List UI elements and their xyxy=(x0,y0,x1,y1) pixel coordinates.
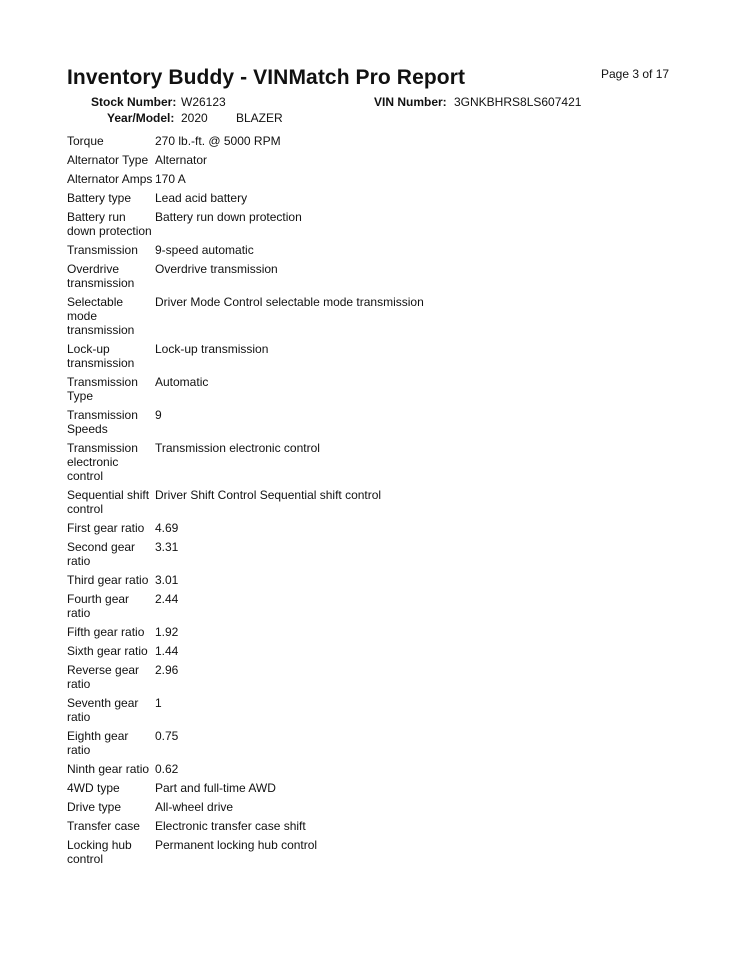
spec-row xyxy=(67,293,627,340)
spec-value: Transmission electronic control xyxy=(155,441,320,455)
spec-row xyxy=(67,486,627,519)
spec-label: Transmission electronic control xyxy=(67,441,138,483)
spec-label: Ninth gear ratio xyxy=(67,762,150,776)
spec-row xyxy=(67,817,627,836)
spec-row xyxy=(67,760,627,779)
spec-value: 2.96 xyxy=(155,663,179,677)
spec-label: First gear ratio xyxy=(67,521,145,535)
spec-value: 9 xyxy=(155,408,162,422)
spec-value: Lead acid battery xyxy=(155,191,248,205)
spec-row xyxy=(67,623,627,642)
spec-list xyxy=(67,132,627,869)
spec-label: Reverse gear ratio xyxy=(67,663,140,691)
spec-value: Permanent locking hub control xyxy=(155,838,318,852)
spec-label: Sequential shift control xyxy=(67,488,150,516)
vin-number-label: VIN Number: xyxy=(374,95,447,109)
spec-value: 270 lb.-ft. @ 5000 RPM xyxy=(155,134,281,148)
spec-row xyxy=(67,132,627,151)
spec-label: Sixth gear ratio xyxy=(67,644,148,658)
spec-value: Overdrive transmission xyxy=(155,262,278,276)
spec-row xyxy=(67,189,627,208)
spec-label: Alternator Type xyxy=(67,153,149,167)
spec-value: 1.92 xyxy=(155,625,179,639)
spec-value: 0.62 xyxy=(155,762,179,776)
spec-value: All-wheel drive xyxy=(155,800,234,814)
spec-label: Alternator Amps xyxy=(67,172,153,186)
spec-row xyxy=(67,340,627,373)
spec-value: Electronic transfer case shift xyxy=(155,819,306,833)
spec-label: Battery type xyxy=(67,191,132,205)
spec-label: Second gear ratio xyxy=(67,540,136,568)
spec-label: Drive type xyxy=(67,800,122,814)
spec-value: 1 xyxy=(155,696,162,710)
spec-row xyxy=(67,208,627,241)
spec-value: Lock-up transmission xyxy=(155,342,269,356)
spec-value: 2.44 xyxy=(155,592,179,606)
spec-value: 4.69 xyxy=(155,521,179,535)
spec-row xyxy=(67,151,627,170)
spec-value: 1.44 xyxy=(155,644,179,658)
spec-value: Automatic xyxy=(155,375,209,389)
model-value: BLAZER xyxy=(236,111,283,125)
spec-row xyxy=(67,241,627,260)
year-model-label: Year/Model: xyxy=(107,111,175,125)
spec-row xyxy=(67,373,627,406)
spec-row xyxy=(67,538,627,571)
spec-row xyxy=(67,798,627,817)
spec-value: 0.75 xyxy=(155,729,179,743)
spec-row xyxy=(67,260,627,293)
spec-value: Alternator xyxy=(155,153,208,167)
spec-row xyxy=(67,439,627,486)
spec-row xyxy=(67,571,627,590)
spec-row xyxy=(67,519,627,538)
spec-row xyxy=(67,836,627,869)
page-number: Page 3 of 17 xyxy=(601,67,670,81)
spec-row xyxy=(67,661,627,694)
spec-label: 4WD type xyxy=(67,781,120,795)
stock-number-value: W26123 xyxy=(181,95,226,109)
spec-row xyxy=(67,590,627,623)
spec-label: Transmission Type xyxy=(67,375,138,403)
spec-label: Transfer case xyxy=(67,819,140,833)
spec-label: Seventh gear ratio xyxy=(67,696,139,724)
spec-row xyxy=(67,642,627,661)
spec-row xyxy=(67,694,627,727)
year-value: 2020 xyxy=(181,111,208,125)
spec-label: Transmission xyxy=(67,243,138,257)
spec-row xyxy=(67,406,627,439)
spec-value: Driver Mode Control selectable mode transmission xyxy=(155,295,424,309)
spec-label: Lock-up transmission xyxy=(67,342,135,370)
spec-label: Transmission Speeds xyxy=(67,408,138,436)
spec-value: Battery run down protection xyxy=(155,210,302,224)
stock-number-label: Stock Number: xyxy=(91,95,177,109)
spec-row xyxy=(67,170,627,189)
vin-number-value: 3GNKBHRS8LS607421 xyxy=(454,95,582,109)
spec-label: Selectable mode transmission xyxy=(67,295,135,337)
spec-label: Locking hub control xyxy=(67,838,132,866)
spec-row xyxy=(67,727,627,760)
spec-label: Third gear ratio xyxy=(67,573,149,587)
spec-row xyxy=(67,779,627,798)
spec-value: Part and full-time AWD xyxy=(155,781,276,795)
spec-value: 9-speed automatic xyxy=(155,243,254,257)
spec-label: Torque xyxy=(67,134,104,148)
spec-value: 170 A xyxy=(155,172,186,186)
spec-label: Overdrive transmission xyxy=(67,262,135,290)
spec-label: Battery run down protection xyxy=(67,210,152,238)
spec-label: Fourth gear ratio xyxy=(67,592,130,620)
spec-label: Eighth gear ratio xyxy=(67,729,129,757)
spec-value: 3.31 xyxy=(155,540,179,554)
spec-value: Driver Shift Control Sequential shift control xyxy=(155,488,382,502)
spec-label: Fifth gear ratio xyxy=(67,625,145,639)
report-title: Inventory Buddy - VINMatch Pro Report xyxy=(67,66,466,89)
spec-value: 3.01 xyxy=(155,573,179,587)
